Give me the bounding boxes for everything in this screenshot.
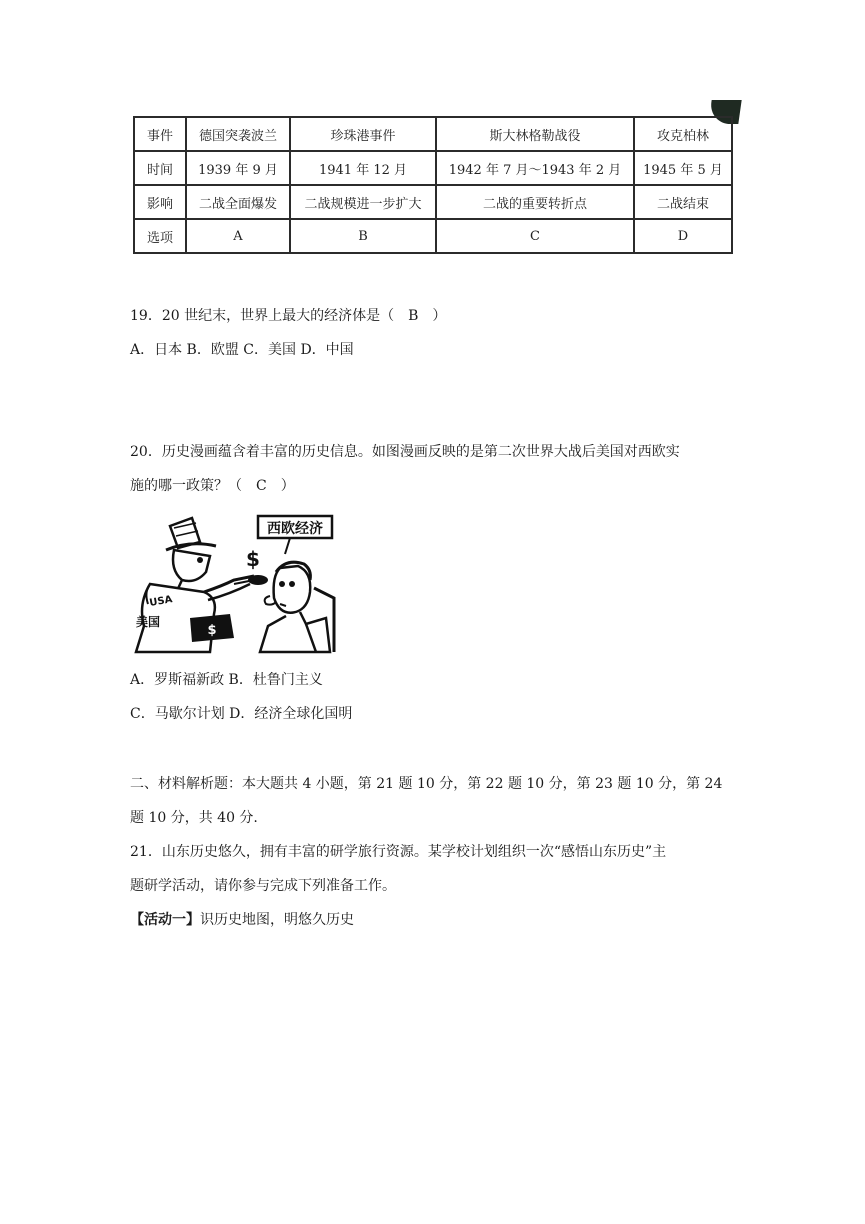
row-label: 时间 — [134, 151, 186, 185]
table-row — [134, 117, 732, 151]
activity-1-heading — [130, 910, 354, 930]
table-cell: C — [436, 219, 634, 253]
table-cell: 珍珠港事件 — [290, 117, 436, 151]
table-cell: 1941 年 12 月 — [290, 151, 436, 185]
table-cell: 1942 年 7 月～1943 年 2 月 — [436, 151, 634, 185]
table-cell: 二战全面爆发 — [186, 185, 290, 219]
table-cell: 二战结束 — [634, 185, 732, 219]
row-label: 选项 — [134, 219, 186, 253]
question-20-options-line2: C．马歇尔计划 D．经济全球化国明 — [130, 706, 353, 722]
table-cell: 攻克柏林 — [634, 117, 732, 151]
ww2-events-table — [133, 116, 733, 254]
table-cell: 二战规模进一步扩大 — [290, 185, 436, 219]
dollar-sign-icon: $ — [246, 547, 260, 571]
table-cell: 1945 年 5 月 — [634, 151, 732, 185]
table-cell: A — [186, 219, 290, 253]
section-2-heading-line2: 题 10 分，共 40 分. — [130, 810, 258, 826]
activity-1-text: 识历史地图，明悠久历史 — [200, 912, 354, 928]
table-row — [134, 219, 732, 253]
table-cell: D — [634, 219, 732, 253]
question-19-options: A．日本 B．欧盟 C．美国 D．中国 — [130, 342, 354, 358]
cartoon-label-text: 西欧经济 — [267, 521, 323, 537]
table-cell: 斯大林格勒战役 — [436, 117, 634, 151]
question-19-stem: 19．20 世纪末，世界上最大的经济体是（ B ） — [130, 308, 447, 324]
question-21-line2: 题研学活动，请你参与完成下列准备工作。 — [130, 878, 396, 894]
table-row — [134, 151, 732, 185]
money-bag-dollar-icon: $ — [207, 623, 217, 638]
question-20-stem-line1: 20．历史漫画蕴含着丰富的历史信息。如图漫画反映的是第二次世界大战后美国对西欧实 — [130, 444, 680, 460]
marshall-plan-cartoon — [130, 514, 336, 656]
question-20-options-line1: A．罗斯福新政 B．杜鲁门主义 — [130, 672, 323, 688]
question-21-line1: 21．山东历史悠久，拥有丰富的研学旅行资源。某学校计划组织一次“感悟山东历史”主 — [130, 844, 667, 860]
cartoon-us-label: 美国 — [136, 615, 161, 629]
activity-1-bracket: 【活动一】 — [130, 912, 200, 928]
table-cell: 二战的重要转折点 — [436, 185, 634, 219]
cartoon-usa-label: USA — [148, 594, 174, 609]
section-2-heading-line1: 二、材料解析题：本大题共 4 小题，第 21 题 10 分，第 22 题 10 分，第 23 题 10 分，第 24 — [130, 776, 723, 792]
table-cell: B — [290, 219, 436, 253]
table-cell: 德国突袭波兰 — [186, 117, 290, 151]
row-label: 影响 — [134, 185, 186, 219]
table-row — [134, 185, 732, 219]
question-20-stem-line2: 施的哪一政策？（ C ） — [130, 478, 295, 494]
row-label: 事件 — [134, 117, 186, 151]
table-cell: 1939 年 9 月 — [186, 151, 290, 185]
